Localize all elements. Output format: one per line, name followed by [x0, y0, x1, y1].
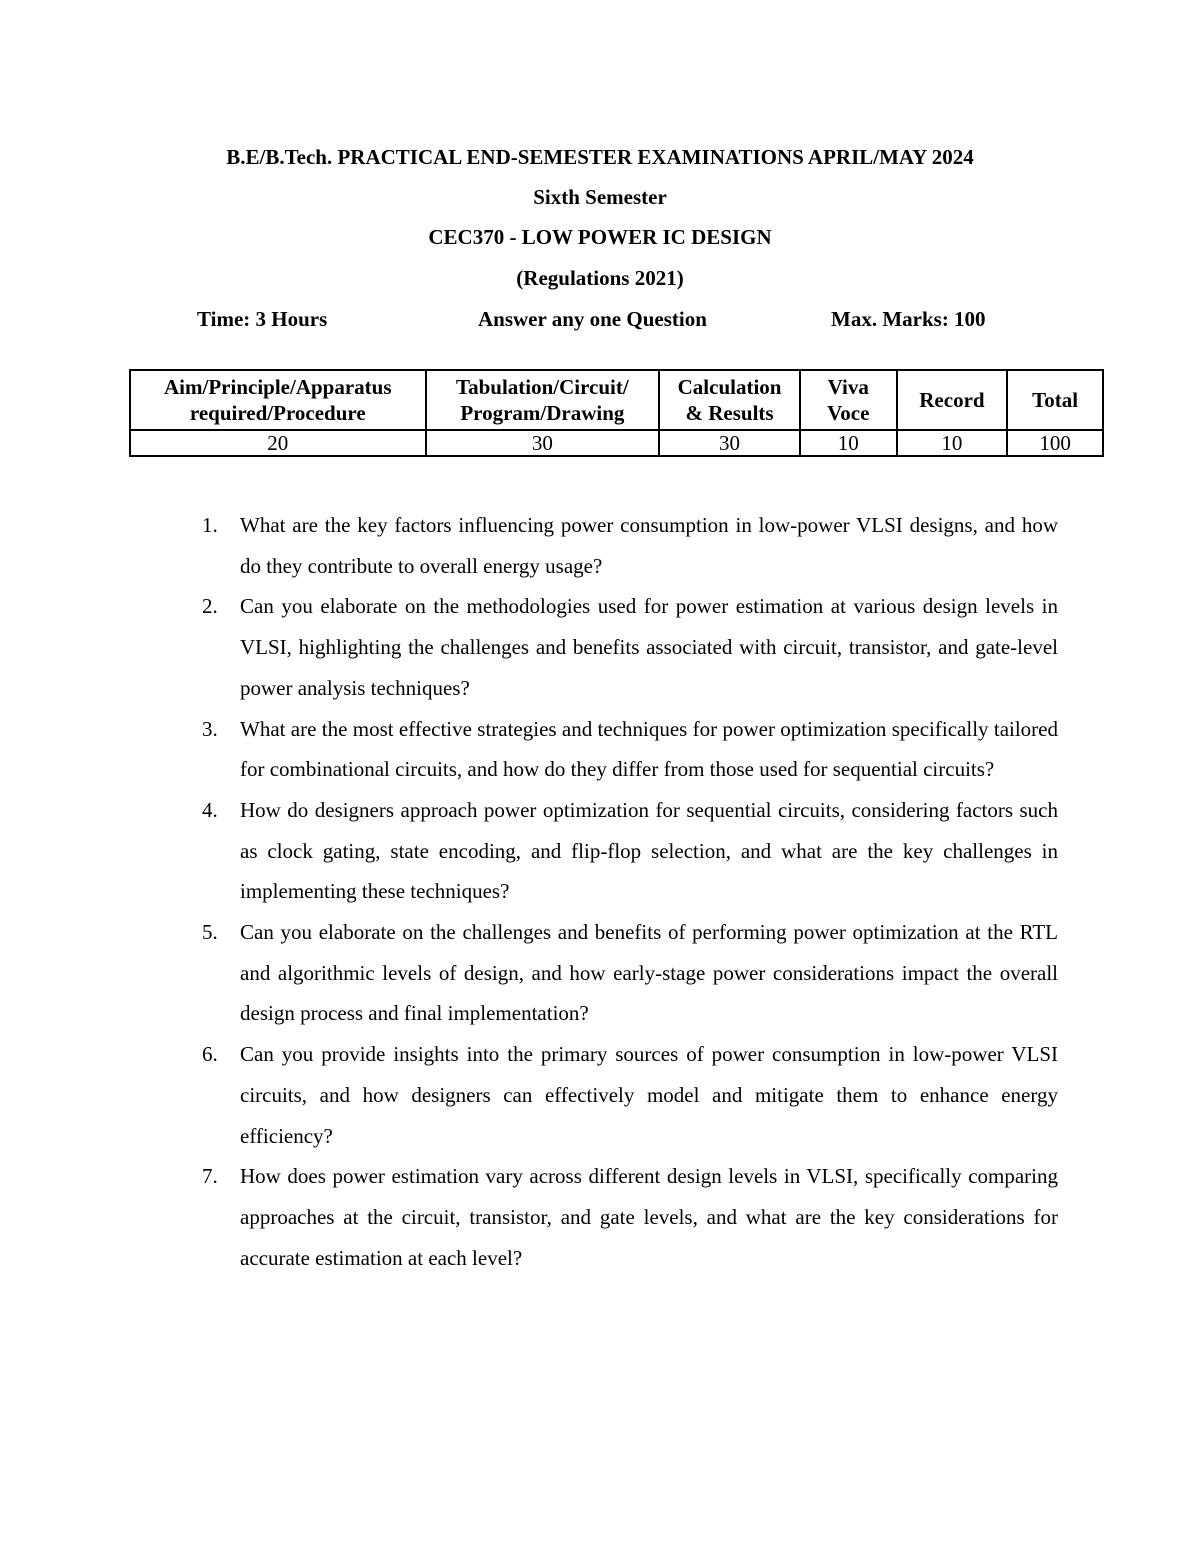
question-text: How do designers approach power optimization for sequential circuits, considering factors such as clock gating, state encoding, and flip-flop selection, and what are the key challenges in implementing these techniques? [240, 797, 1058, 904]
list-item [202, 586, 1058, 708]
question-number: 4. [202, 797, 218, 822]
header-cell-line: Aim/Principle/Apparatus [164, 375, 392, 399]
list-item [202, 1156, 1058, 1278]
semester-label: Sixth Semester [533, 185, 667, 209]
question-text: How does power estimation vary across different design levels in VLSI, specifically comparing approaches at the circuit, transistor, and gate levels, and what are the key considerations for accurate estimation at each level? [240, 1164, 1058, 1270]
exam-title: B.E/B.Tech. PRACTICAL END-SEMESTER EXAMINATIONS APRIL/MAY 2024 [226, 145, 974, 169]
value-cell-tabulation: 30 [426, 430, 660, 456]
list-item [202, 790, 1058, 912]
value-cell-viva: 10 [800, 430, 897, 456]
header-cell-line: Voce [827, 401, 870, 425]
time-label: Time: 3 Hours [197, 307, 328, 331]
header-cell-total [1007, 370, 1103, 430]
value-cell-calculation: 30 [659, 430, 800, 456]
header-cell-line: required/Procedure [189, 401, 366, 425]
table-row [130, 430, 1103, 456]
header-cell-line: Tabulation/Circuit/ [456, 375, 629, 399]
question-number: 7. [202, 1164, 218, 1189]
course-title: CEC370 - LOW POWER IC DESIGN [428, 225, 772, 249]
value-cell-aim: 20 [130, 430, 426, 456]
marks-distribution-table [129, 369, 1104, 457]
list-item [202, 912, 1058, 1034]
max-marks-label: Max. Marks: 100 [831, 307, 986, 331]
header-cell-line: Record [919, 388, 985, 412]
question-text: Can you provide insights into the primary sources of power consumption in low-power VLSI circuits, and how designers can effectively model and mitigate them to enhance energy efficiency? [240, 1042, 1058, 1148]
header-cell-line: & Results [685, 401, 774, 425]
question-list [202, 505, 1058, 1278]
value-cell-total: 100 [1007, 430, 1103, 456]
header-cell-aim [130, 370, 426, 430]
value-cell-record: 10 [897, 430, 1008, 456]
question-text: Can you elaborate on the challenges and benefits of performing power optimization at the RTL and algorithmic levels of design, and how early-stage power considerations impact the overall design process and final implementation? [240, 920, 1058, 1026]
list-item [202, 709, 1058, 790]
header-cell-record [897, 370, 1008, 430]
question-number: 2. [202, 594, 218, 619]
header-cell-line: Viva [827, 375, 869, 399]
header-cell-line: Total [1032, 388, 1079, 412]
header-cell-viva [800, 370, 897, 430]
header-cell-line: Program/Drawing [460, 401, 625, 425]
regulations-label: (Regulations 2021) [516, 266, 684, 290]
list-item [202, 505, 1058, 586]
question-number: 6. [202, 1042, 218, 1067]
question-text: Can you elaborate on the methodologies used for power estimation at various design levels in VLSI, highlighting the challenges and benefits associated with circuit, transistor, and gate-level power analysis techniques? [240, 594, 1058, 700]
question-text: What are the key factors influencing power consumption in low-power VLSI designs, and how do they contribute to overall energy usage? [240, 513, 1058, 578]
instruction-label: Answer any one Question [478, 307, 707, 331]
header-cell-calculation [659, 370, 800, 430]
question-text: What are the most effective strategies and techniques for power optimization specifically tailored for combinational circuits, and how do they differ from those used for sequential circuits? [240, 716, 1058, 782]
table-header-row [130, 370, 1103, 430]
exam-meta-row [0, 305, 1200, 333]
question-number: 3. [202, 716, 218, 741]
question-number: 1. [202, 513, 218, 537]
list-item [202, 1034, 1058, 1156]
question-number: 5. [202, 920, 218, 945]
header-cell-tabulation [426, 370, 660, 430]
header-cell-line: Calculation [677, 375, 782, 399]
